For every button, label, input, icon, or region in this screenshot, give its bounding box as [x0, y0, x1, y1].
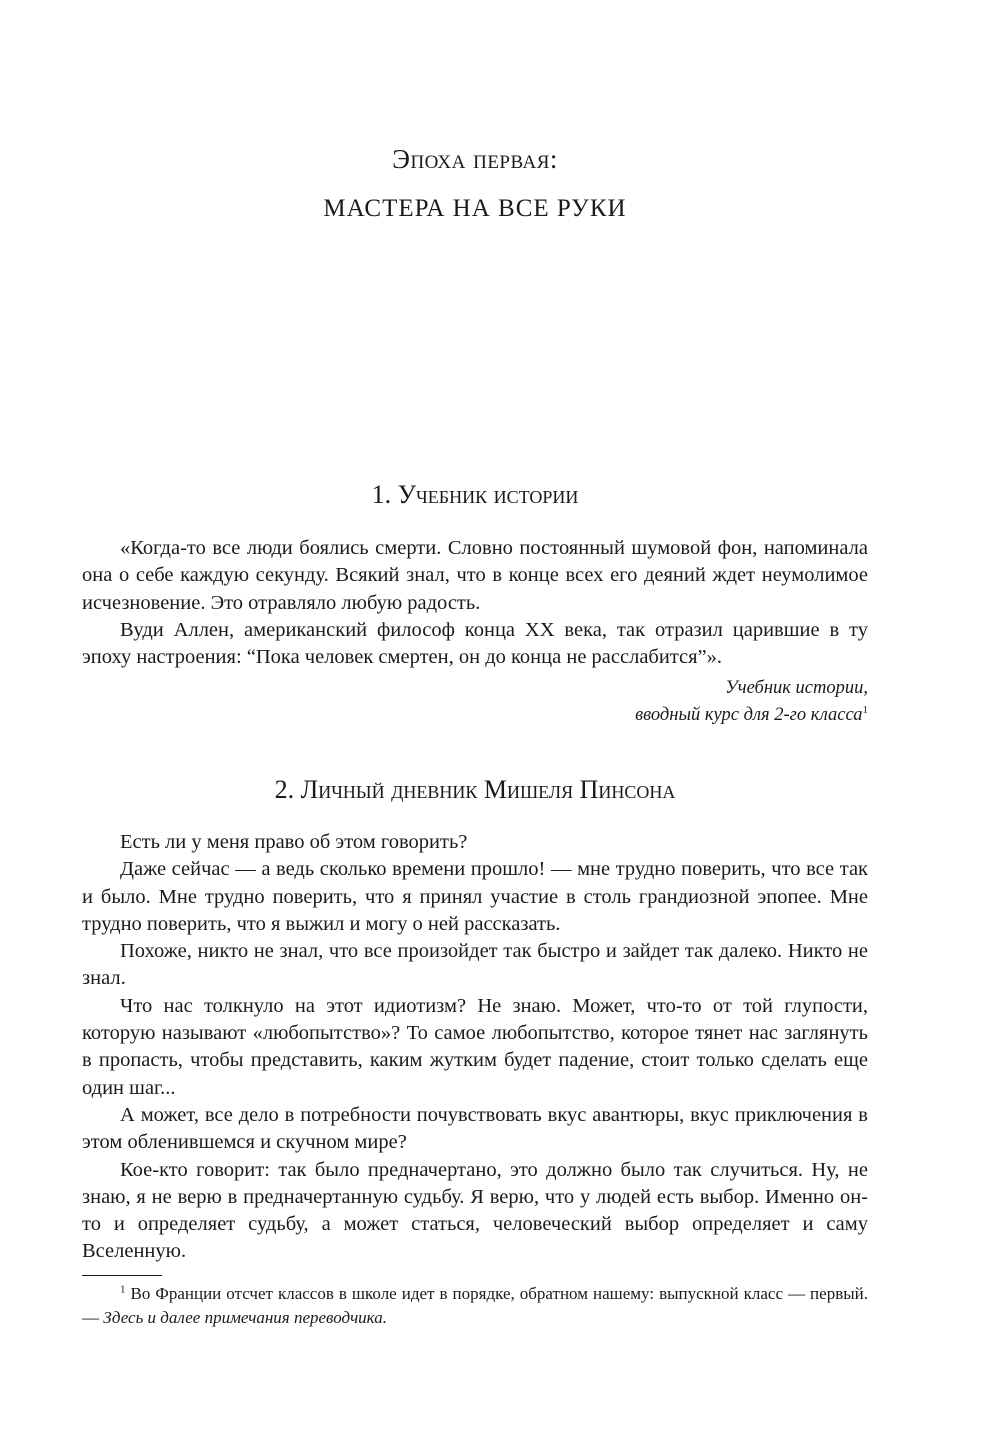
- quote-attribution: [635, 675, 868, 729]
- section-2-paragraph: Даже сейчас — а ведь сколько времени прошло! — мне трудно поверить, что все так и было. Мне трудно поверить, что я принял участие в столь грандиозной эпопее. Мне трудно поверить, что я выжил и могу о ней рассказать.: [82, 858, 868, 935]
- footnote-paragraph: [82, 1282, 868, 1330]
- section-1-body: [82, 535, 868, 671]
- footnote-translator-note: Здесь и далее примечания переводчика.: [103, 1308, 387, 1327]
- section-2-paragraph: Что нас толкнуло на этот идиотизм? Не знаю. Может, что-то от той глупости, которую называют «любопытство»? То самое любопытство, которое тянет нас заглянуть в пропасть, чтобы представить, каким жутким будет падение, стоит только сделать еще один шаг...: [82, 994, 868, 1099]
- attribution-detail: [635, 702, 868, 729]
- section-1-paragraph: Вуди Аллен, американский философ конца XX века, так отразил царившие в ту эпоху настроения: “Пока человек смертен, он до конца не расслабится”».: [82, 618, 868, 669]
- footnote-mark: 1: [120, 1283, 126, 1296]
- section-1-paragraph: «Когда-то все люди боялись смерти. Словно постоянный шумовой фон, напоминала она о себе каждую секунду. Всякий знал, что в конце всех его деяний ждет неумолимое исчезновение. Это отравляло любую радость.: [82, 537, 868, 614]
- footnote: [82, 1282, 868, 1330]
- section-2-paragraph: Есть ли у меня право об этом говорить?: [120, 831, 468, 853]
- part-subtitle: МАСТЕРА НА ВСЕ РУКИ: [323, 195, 627, 222]
- section-2-body: [82, 829, 868, 1266]
- footnote-divider: [82, 1275, 162, 1276]
- part-title: Эпоха первая:: [392, 144, 558, 174]
- footnote-reference: 1: [862, 703, 868, 716]
- attribution-source: Учебник истории,: [725, 678, 868, 698]
- section-2-paragraph: Кое-кто говорит: так было предначертано, это должно было так случиться. Ну, не знаю, я не верю в предначертанную судьбу. Я верю, что у людей есть выбор. Именно он-то и определяет судьбу, а может статься, человеческий выбор определяет и саму Вселенную.: [82, 1158, 868, 1263]
- footnote-text: Во Франции отсчет классов в школе идет в порядке, обратном нашему: выпускной класс — первый. —: [82, 1284, 869, 1327]
- section-2-paragraph: А может, все дело в потребности почувствовать вкус авантюры, вкус приключения в этом обленившемся и скучном мире?: [82, 1103, 868, 1154]
- section-1-title: 1. Учебник истории: [371, 480, 579, 509]
- section-2-paragraph: Похоже, никто не знал, что все произойдет так быстро и зайдет так далеко. Никто не знал.: [82, 940, 868, 990]
- attribution-course: вводный курс для 2-го класса: [635, 705, 863, 725]
- section-2-title: 2. Личный дневник Мишеля Пинсона: [274, 775, 676, 804]
